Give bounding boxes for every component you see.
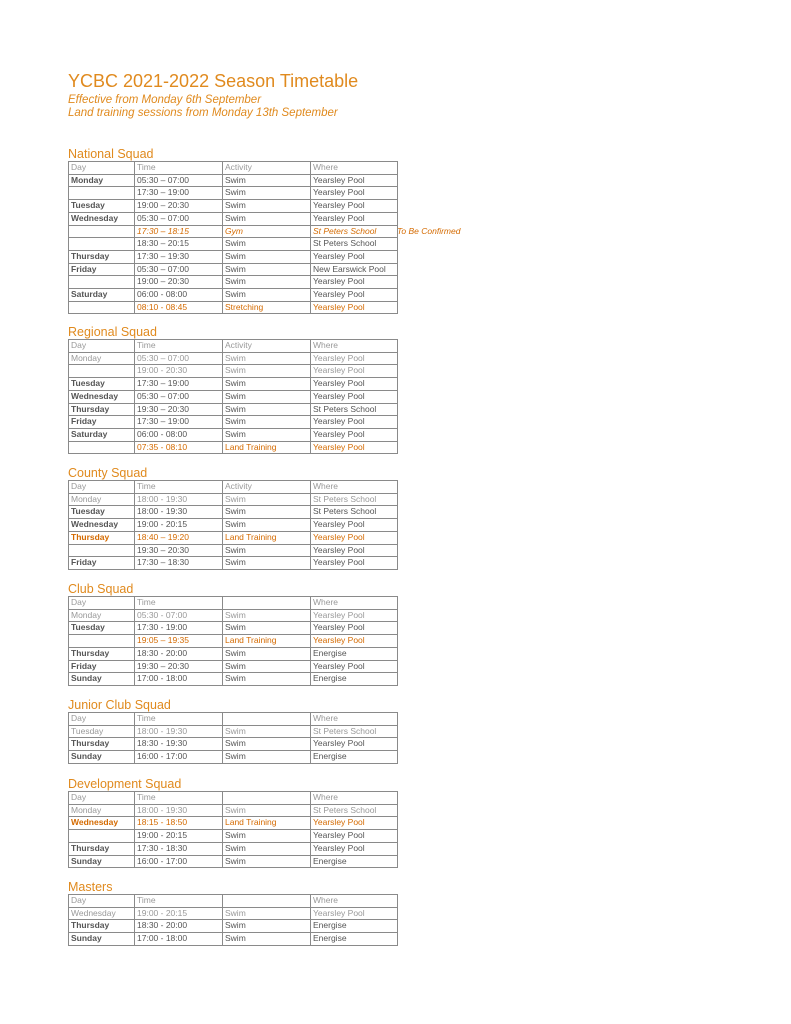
to-be-confirmed-note: To Be Confirmed <box>397 226 461 236</box>
activity-cell: Swim <box>223 200 311 213</box>
time-cell: 19:00 - 20:30 <box>135 365 223 378</box>
column-header: Day <box>69 481 135 494</box>
day-cell: Friday <box>69 263 135 276</box>
column-header: Day <box>69 792 135 805</box>
location-cell: Yearsley Pool <box>311 250 398 263</box>
table-row <box>69 725 398 738</box>
time-cell: 18:30 - 20:00 <box>135 647 223 660</box>
location-cell: Yearsley Pool <box>311 817 398 830</box>
column-header: Where <box>311 481 398 494</box>
table-header-row <box>69 597 398 610</box>
time-cell: 18:15 - 18:50 <box>135 817 223 830</box>
time-cell: 18:40 – 19:20 <box>135 531 223 544</box>
table-row <box>69 907 398 920</box>
activity-cell: Swim <box>223 804 311 817</box>
activity-cell: Swim <box>223 830 311 843</box>
table-row <box>69 855 398 868</box>
day-cell <box>69 301 135 314</box>
table-row <box>69 817 398 830</box>
day-cell: Thursday <box>69 403 135 416</box>
squad-section <box>68 325 398 454</box>
day-cell: Tuesday <box>69 725 135 738</box>
squad-section <box>68 880 398 946</box>
day-cell: Wednesday <box>69 907 135 920</box>
location-cell: Yearsley Pool <box>311 289 398 302</box>
activity-cell: Swim <box>223 250 311 263</box>
table-row <box>69 187 398 200</box>
time-cell: 08:10 - 08:45 <box>135 301 223 314</box>
table-row <box>69 493 398 506</box>
table-row <box>69 830 398 843</box>
location-cell: Energise <box>311 751 398 764</box>
location-cell: Yearsley Pool <box>311 378 398 391</box>
activity-cell: Swim <box>223 289 311 302</box>
table-row <box>69 403 398 416</box>
activity-cell: Swim <box>223 738 311 751</box>
location-cell: Yearsley Pool <box>311 842 398 855</box>
column-header: Where <box>311 713 398 726</box>
table-row <box>69 920 398 933</box>
table-row <box>69 289 398 302</box>
time-cell: 18:00 - 19:30 <box>135 804 223 817</box>
activity-cell: Swim <box>223 622 311 635</box>
column-header: Time <box>135 792 223 805</box>
table-row <box>69 238 398 251</box>
location-cell: Yearsley Pool <box>311 907 398 920</box>
time-cell: 17:30 - 19:00 <box>135 622 223 635</box>
column-header: Time <box>135 597 223 610</box>
table-row <box>69 804 398 817</box>
location-cell: Yearsley Pool <box>311 212 398 225</box>
location-cell: Energise <box>311 855 398 868</box>
day-cell <box>69 276 135 289</box>
day-cell: Wednesday <box>69 212 135 225</box>
day-cell <box>69 225 135 238</box>
location-cell: Energise <box>311 673 398 686</box>
activity-cell: Swim <box>223 933 311 946</box>
timetable-table <box>68 161 398 314</box>
activity-cell: Land Training <box>223 635 311 648</box>
activity-cell: Gym <box>223 225 311 238</box>
day-cell: Monday <box>69 609 135 622</box>
table-row <box>69 557 398 570</box>
activity-cell: Land Training <box>223 817 311 830</box>
activity-cell: Swim <box>223 842 311 855</box>
column-header: Activity <box>223 340 311 353</box>
timetable-table <box>68 480 398 570</box>
activity-cell: Swim <box>223 390 311 403</box>
day-cell: Tuesday <box>69 378 135 391</box>
squad-title: County Squad <box>68 466 148 480</box>
activity-cell: Swim <box>223 403 311 416</box>
table-row <box>69 428 398 441</box>
day-cell: Wednesday <box>69 390 135 403</box>
location-cell: Yearsley Pool <box>311 660 398 673</box>
land-training-note: Land training sessions from Monday 13th September <box>68 107 338 119</box>
day-cell: Friday <box>69 557 135 570</box>
table-row <box>69 609 398 622</box>
time-cell: 17:30 – 19:00 <box>135 378 223 391</box>
location-cell: St Peters School <box>311 225 398 238</box>
activity-cell: Swim <box>223 751 311 764</box>
time-cell: 19:00 - 20:15 <box>135 907 223 920</box>
timetable-table <box>68 894 398 946</box>
time-cell: 19:05 – 19:35 <box>135 635 223 648</box>
squad-title: National Squad <box>68 147 154 161</box>
column-header: Time <box>135 895 223 908</box>
time-cell: 06:00 - 08:00 <box>135 428 223 441</box>
activity-cell: Swim <box>223 416 311 429</box>
location-cell: Yearsley Pool <box>311 441 398 454</box>
activity-cell: Swim <box>223 263 311 276</box>
activity-cell: Swim <box>223 378 311 391</box>
timetable-table <box>68 339 398 454</box>
time-cell: 19:00 - 20:15 <box>135 519 223 532</box>
day-cell: Sunday <box>69 855 135 868</box>
table-row <box>69 519 398 532</box>
timetable-table <box>68 596 398 686</box>
table-row <box>69 842 398 855</box>
activity-cell: Swim <box>223 506 311 519</box>
day-cell: Thursday <box>69 250 135 263</box>
table-row <box>69 635 398 648</box>
activity-cell: Swim <box>223 673 311 686</box>
location-cell: Energise <box>311 933 398 946</box>
day-cell: Thursday <box>69 738 135 751</box>
table-row <box>69 647 398 660</box>
time-cell: 16:00 - 17:00 <box>135 751 223 764</box>
table-row <box>69 933 398 946</box>
activity-cell: Swim <box>223 238 311 251</box>
table-row <box>69 441 398 454</box>
activity-cell: Swim <box>223 557 311 570</box>
activity-cell: Swim <box>223 660 311 673</box>
activity-cell: Swim <box>223 174 311 187</box>
activity-cell: Swim <box>223 187 311 200</box>
squad-title: Development Squad <box>68 777 182 791</box>
day-cell <box>69 238 135 251</box>
day-cell: Wednesday <box>69 519 135 532</box>
column-header: Activity <box>223 481 311 494</box>
day-cell: Thursday <box>69 842 135 855</box>
table-row <box>69 174 398 187</box>
time-cell: 05:30 – 07:00 <box>135 390 223 403</box>
activity-cell: Land Training <box>223 531 311 544</box>
location-cell: Yearsley Pool <box>311 390 398 403</box>
location-cell: Yearsley Pool <box>311 365 398 378</box>
day-cell: Tuesday <box>69 200 135 213</box>
squad-title: Junior Club Squad <box>68 698 171 712</box>
table-row <box>69 276 398 289</box>
activity-cell: Swim <box>223 519 311 532</box>
day-cell: Tuesday <box>69 506 135 519</box>
location-cell: St Peters School <box>311 238 398 251</box>
day-cell: Monday <box>69 493 135 506</box>
location-cell: St Peters School <box>311 493 398 506</box>
table-row <box>69 212 398 225</box>
activity-cell: Swim <box>223 647 311 660</box>
table-row <box>69 301 398 314</box>
location-cell: Yearsley Pool <box>311 200 398 213</box>
time-cell: 18:30 - 19:30 <box>135 738 223 751</box>
time-cell: 18:00 - 19:30 <box>135 493 223 506</box>
day-cell: Sunday <box>69 751 135 764</box>
table-header-row <box>69 713 398 726</box>
day-cell: Sunday <box>69 933 135 946</box>
location-cell: Yearsley Pool <box>311 416 398 429</box>
activity-cell: Swim <box>223 907 311 920</box>
table-row <box>69 506 398 519</box>
location-cell: Yearsley Pool <box>311 622 398 635</box>
table-row <box>69 544 398 557</box>
time-cell: 17:30 - 18:30 <box>135 842 223 855</box>
time-cell: 19:00 - 20:15 <box>135 830 223 843</box>
table-header-row <box>69 792 398 805</box>
day-cell: Saturday <box>69 289 135 302</box>
activity-cell: Swim <box>223 212 311 225</box>
table-row <box>69 390 398 403</box>
squad-title: Masters <box>68 880 113 894</box>
location-cell: St Peters School <box>311 506 398 519</box>
time-cell: 17:30 – 18:15 <box>135 225 223 238</box>
column-header: Day <box>69 895 135 908</box>
table-header-row <box>69 895 398 908</box>
squad-section <box>68 582 398 686</box>
time-cell: 17:30 – 18:30 <box>135 557 223 570</box>
table-row <box>69 622 398 635</box>
day-cell <box>69 635 135 648</box>
page-title: YCBC 2021-2022 Season Timetable <box>68 71 359 91</box>
time-cell: 05:30 - 07:00 <box>135 609 223 622</box>
location-cell: Yearsley Pool <box>311 635 398 648</box>
column-header: Day <box>69 713 135 726</box>
day-cell: Thursday <box>69 920 135 933</box>
table-row <box>69 200 398 213</box>
activity-cell: Swim <box>223 428 311 441</box>
activity-cell: Swim <box>223 352 311 365</box>
activity-cell: Swim <box>223 493 311 506</box>
table-row <box>69 365 398 378</box>
table-row <box>69 378 398 391</box>
timetable-table <box>68 712 398 764</box>
column-header <box>223 895 311 908</box>
time-cell: 17:00 - 18:00 <box>135 673 223 686</box>
table-header-row <box>69 340 398 353</box>
time-cell: 18:00 - 19:30 <box>135 725 223 738</box>
location-cell: Yearsley Pool <box>311 301 398 314</box>
column-header <box>223 597 311 610</box>
day-cell: Thursday <box>69 531 135 544</box>
table-header-row <box>69 481 398 494</box>
location-cell: St Peters School <box>311 725 398 738</box>
location-cell: Yearsley Pool <box>311 830 398 843</box>
table-row <box>69 416 398 429</box>
day-cell <box>69 365 135 378</box>
activity-cell: Stretching <box>223 301 311 314</box>
table-row <box>69 751 398 764</box>
time-cell: 18:30 - 20:00 <box>135 920 223 933</box>
location-cell: Yearsley Pool <box>311 519 398 532</box>
day-cell: Thursday <box>69 647 135 660</box>
location-cell: Yearsley Pool <box>311 609 398 622</box>
column-header: Time <box>135 481 223 494</box>
activity-cell: Swim <box>223 725 311 738</box>
column-header: Where <box>311 162 398 175</box>
table-row <box>69 263 398 276</box>
effective-date-note: Effective from Monday 6th September <box>68 94 262 106</box>
time-cell: 06:00 - 08:00 <box>135 289 223 302</box>
squad-section <box>68 777 398 868</box>
location-cell: Yearsley Pool <box>311 352 398 365</box>
location-cell: Energise <box>311 647 398 660</box>
squad-section <box>68 698 398 764</box>
activity-cell: Swim <box>223 544 311 557</box>
time-cell: 19:30 – 20:30 <box>135 660 223 673</box>
location-cell: St Peters School <box>311 804 398 817</box>
table-row <box>69 531 398 544</box>
column-header: Where <box>311 792 398 805</box>
activity-cell: Swim <box>223 609 311 622</box>
time-cell: 07:35 - 08:10 <box>135 441 223 454</box>
day-cell: Friday <box>69 416 135 429</box>
column-header: Time <box>135 162 223 175</box>
table-row <box>69 250 398 263</box>
time-cell: 18:00 - 19:30 <box>135 506 223 519</box>
location-cell: Yearsley Pool <box>311 174 398 187</box>
location-cell: Yearsley Pool <box>311 276 398 289</box>
column-header: Day <box>69 340 135 353</box>
column-header <box>223 792 311 805</box>
activity-cell: Swim <box>223 855 311 868</box>
location-cell: Energise <box>311 920 398 933</box>
day-cell <box>69 830 135 843</box>
column-header: Activity <box>223 162 311 175</box>
column-header <box>223 713 311 726</box>
activity-cell: Swim <box>223 920 311 933</box>
column-header: Time <box>135 713 223 726</box>
table-row <box>69 352 398 365</box>
location-cell: Yearsley Pool <box>311 531 398 544</box>
table-row <box>69 673 398 686</box>
time-cell: 17:00 - 18:00 <box>135 933 223 946</box>
time-cell: 19:30 – 20:30 <box>135 544 223 557</box>
day-cell: Wednesday <box>69 817 135 830</box>
table-row <box>69 738 398 751</box>
day-cell: Monday <box>69 174 135 187</box>
column-header: Where <box>311 895 398 908</box>
location-cell: Yearsley Pool <box>311 544 398 557</box>
day-cell: Sunday <box>69 673 135 686</box>
time-cell: 17:30 – 19:00 <box>135 187 223 200</box>
activity-cell: Land Training <box>223 441 311 454</box>
time-cell: 05:30 – 07:00 <box>135 212 223 225</box>
time-cell: 05:30 – 07:00 <box>135 174 223 187</box>
squad-title: Regional Squad <box>68 325 157 339</box>
squad-section <box>68 147 398 314</box>
time-cell: 17:30 – 19:00 <box>135 416 223 429</box>
time-cell: 19:30 – 20:30 <box>135 403 223 416</box>
location-cell: St Peters School <box>311 403 398 416</box>
activity-cell: Swim <box>223 276 311 289</box>
table-row <box>69 660 398 673</box>
table-header-row <box>69 162 398 175</box>
squad-section <box>68 466 398 570</box>
column-header: Where <box>311 597 398 610</box>
time-cell: 19:00 – 20:30 <box>135 276 223 289</box>
timetable-table <box>68 791 398 868</box>
column-header: Time <box>135 340 223 353</box>
time-cell: 19:00 – 20:30 <box>135 200 223 213</box>
time-cell: 16:00 - 17:00 <box>135 855 223 868</box>
column-header: Day <box>69 597 135 610</box>
time-cell: 05:30 – 07:00 <box>135 263 223 276</box>
day-cell: Tuesday <box>69 622 135 635</box>
day-cell: Friday <box>69 660 135 673</box>
day-cell <box>69 544 135 557</box>
day-cell: Monday <box>69 352 135 365</box>
location-cell: New Earswick Pool <box>311 263 398 276</box>
location-cell: Yearsley Pool <box>311 428 398 441</box>
day-cell <box>69 441 135 454</box>
location-cell: Yearsley Pool <box>311 187 398 200</box>
day-cell: Monday <box>69 804 135 817</box>
column-header: Where <box>311 340 398 353</box>
location-cell: Yearsley Pool <box>311 557 398 570</box>
day-cell: Saturday <box>69 428 135 441</box>
squad-title: Club Squad <box>68 582 134 596</box>
time-cell: 18:30 – 20:15 <box>135 238 223 251</box>
column-header: Day <box>69 162 135 175</box>
time-cell: 05:30 – 07:00 <box>135 352 223 365</box>
time-cell: 17:30 – 19:30 <box>135 250 223 263</box>
location-cell: Yearsley Pool <box>311 738 398 751</box>
table-row <box>69 225 398 238</box>
activity-cell: Swim <box>223 365 311 378</box>
day-cell <box>69 187 135 200</box>
